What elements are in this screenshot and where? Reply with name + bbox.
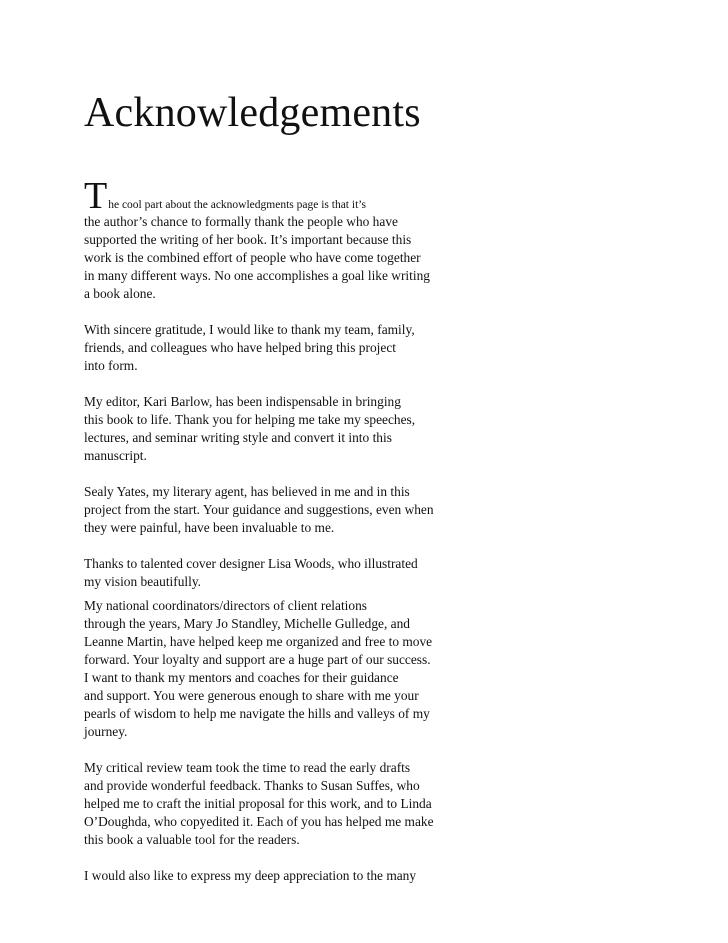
text-line: my vision beautifully. bbox=[84, 574, 202, 589]
text-line: With sincere gratitude, I would like to thank my team, family, bbox=[84, 322, 415, 337]
opening-line-text: he cool part about the acknowledgments page is that it’s bbox=[108, 199, 366, 211]
text-line: My national coordinators/directors of client relations bbox=[84, 598, 367, 613]
text-line: this book to life. Thank you for helping me take my speeches, bbox=[84, 412, 416, 427]
text-line: My critical review team took the time to read the early drafts bbox=[84, 760, 411, 775]
body-text bbox=[84, 175, 504, 885]
text-line: Sealy Yates, my literary agent, has believed in me and in this bbox=[84, 484, 410, 499]
text-line: and support. You were generous enough to share with me your bbox=[84, 688, 419, 703]
paragraph-5 bbox=[84, 555, 504, 591]
opening-line bbox=[84, 175, 504, 217]
text-line: Leanne Martin, have helped keep me organized and free to move bbox=[84, 634, 433, 649]
paragraph-6 bbox=[84, 597, 504, 741]
text-line: Thanks to talented cover designer Lisa Woods, who illustrated bbox=[84, 556, 418, 571]
text-line: helped me to craft the initial proposal for this work, and to Linda bbox=[84, 796, 432, 811]
text-line: into form. bbox=[84, 358, 138, 373]
text-line: My editor, Kari Barlow, has been indispensable in bringing bbox=[84, 394, 401, 409]
paragraph-4 bbox=[84, 483, 504, 537]
text-line: friends, and colleagues who have helped bring this project bbox=[84, 340, 396, 355]
paragraph-3 bbox=[84, 393, 504, 465]
text-line: project from the start. Your guidance and suggestions, even when bbox=[84, 502, 434, 517]
text-line: I would also like to express my deep appreciation to the many bbox=[84, 868, 417, 883]
text-line: this book a valuable tool for the readers. bbox=[84, 832, 300, 847]
text-line: the author’s chance to formally thank the people who have bbox=[84, 214, 398, 229]
text-line: manuscript. bbox=[84, 448, 147, 463]
paragraph-1 bbox=[84, 213, 504, 303]
text-line: pearls of wisdom to help me navigate the hills and valleys of my bbox=[84, 706, 430, 721]
drop-cap: T bbox=[84, 175, 108, 217]
text-line: lectures, and seminar writing style and convert it into this bbox=[84, 430, 392, 445]
text-line: I want to thank my mentors and coaches for their guidance bbox=[84, 670, 399, 685]
page-title: Acknowledgements bbox=[84, 90, 421, 136]
paragraph-2 bbox=[84, 321, 504, 375]
text-line: forward. Your loyalty and support are a huge part of our success. bbox=[84, 652, 431, 667]
text-line: they were painful, have been invaluable to me. bbox=[84, 520, 335, 535]
text-line: work is the combined effort of people who have come together bbox=[84, 250, 421, 265]
paragraph-7 bbox=[84, 759, 504, 849]
text-line: supported the writing of her book. It’s important because this bbox=[84, 232, 412, 247]
text-line: O’Doughda, who copyedited it. Each of you has helped me make bbox=[84, 814, 434, 829]
paragraph-8 bbox=[84, 867, 504, 885]
text-line: a book alone. bbox=[84, 286, 156, 301]
text-line: and provide wonderful feedback. Thanks to Susan Suffes, who bbox=[84, 778, 420, 793]
text-line: journey. bbox=[84, 724, 128, 739]
text-line: in many different ways. No one accomplishes a goal like writing bbox=[84, 268, 430, 283]
text-line: through the years, Mary Jo Standley, Michelle Gulledge, and bbox=[84, 616, 411, 631]
